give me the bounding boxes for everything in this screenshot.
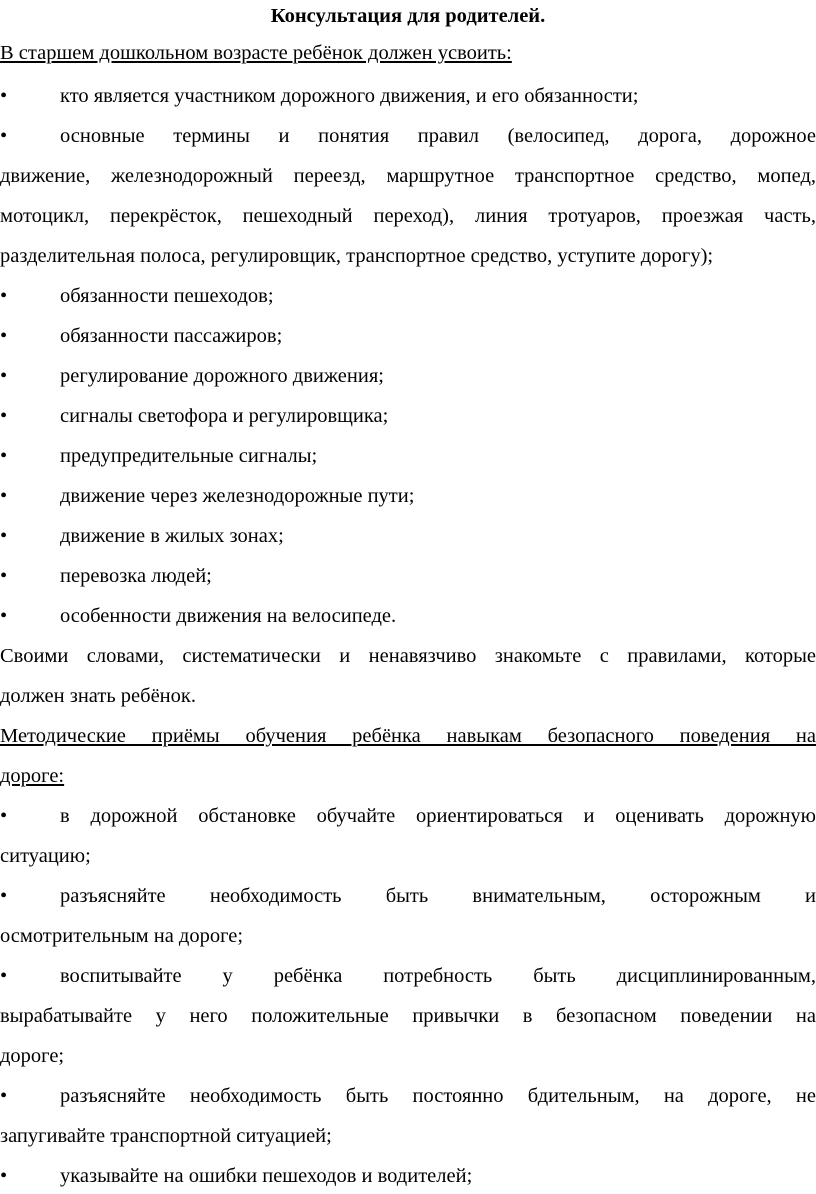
method-item-vigilant-line1 (60, 1083, 816, 1109)
advice-line2: должен знать ребёнок. (0, 685, 196, 707)
bullet: • (0, 365, 8, 387)
learn-item-participant: кто является участником дорожного движения, и его обязанности; (60, 85, 639, 107)
learn-item-terms-line3: мотоцикл, перекрёсток, пешеходный переход), линия тротуаров, проезжая часть, (0, 205, 816, 227)
bullet: • (0, 1165, 8, 1187)
bullet: • (0, 325, 8, 347)
learn-item-warning-signals: предупредительные сигналы; (60, 445, 318, 467)
method-item-discipline-line2: вырабатывайте у него положительные привычки в безопасном поведении на (0, 1005, 816, 1027)
advice-line1: Своими словами, систематически и ненавязчиво знакомьте с правилами, которые (0, 645, 816, 667)
learn-item-passengers: обязанности пассажиров; (60, 325, 283, 347)
learn-item-signals: сигналы светофора и регулировщика; (60, 405, 389, 427)
method-item-orient-line1: в дорожной обстановке обучайте ориентироваться и оценивать дорожную (60, 805, 816, 827)
bullet: • (0, 485, 8, 507)
method-item-attentive-line1: разъясняйте необходимость быть внимательным, осторожным и (60, 885, 816, 907)
method-item-attentive-line2: осмотрительным на дороге; (0, 925, 244, 947)
bullet: • (0, 805, 8, 827)
bullet: • (0, 565, 8, 587)
intro-heading: В старшем дошкольном возрасте ребёнок должен усвоить: (0, 42, 512, 64)
bullet: • (0, 885, 8, 907)
method-item-discipline-line1: воспитывайте у ребёнка потребность быть дисциплинированным, (60, 965, 816, 987)
learn-item-residential: движение в жилых зонах; (60, 525, 284, 547)
bullet: • (0, 125, 8, 147)
bullet: • (0, 605, 8, 627)
learn-item-terms-line4: разделительная полоса, регулировщик, транспортное средство, уступите дорогу); (0, 245, 714, 267)
document-title: Консультация для родителей. (270, 5, 546, 27)
bullet: • (0, 965, 8, 987)
bullet: • (0, 405, 8, 427)
bullet: • (0, 445, 8, 467)
methods-heading-line2: дороге: (0, 765, 65, 787)
bullet: • (0, 285, 8, 307)
learn-item-railway: движение через железнодорожные пути; (60, 485, 415, 507)
method-item-orient-line2: ситуацию; (0, 845, 91, 867)
methods-heading-line1: Методические приёмы обучения ребёнка навыкам безопасного поведения на (0, 725, 816, 747)
method-item-errors: указывайте на ошибки пешеходов и водителей; (60, 1165, 473, 1187)
bullet: • (0, 1085, 8, 1107)
bullet: • (0, 525, 8, 547)
bullet: • (0, 85, 8, 107)
learn-item-transport-people: перевозка людей; (60, 565, 212, 587)
learn-item-bicycle: особенности движения на велосипеде. (60, 605, 397, 627)
learn-item-pedestrians: обязанности пешеходов; (60, 285, 274, 307)
method-item-vigilant-text: разъясняйте необходимость быть постоянно бдительным, на дороге, не (60, 1085, 816, 1107)
learn-item-terms-line1: основные термины и понятия правил (велосипед, дорога, дорожное (60, 125, 816, 147)
method-item-discipline-line3: дороге; (0, 1045, 65, 1067)
method-item-vigilant-line2: запугивайте транспортной ситуацией; (0, 1125, 332, 1147)
learn-item-regulation: регулирование дорожного движения; (60, 365, 384, 387)
learn-item-terms-line2: движение, железнодорожный переезд, маршрутное транспортное средство, мопед, (0, 165, 816, 187)
